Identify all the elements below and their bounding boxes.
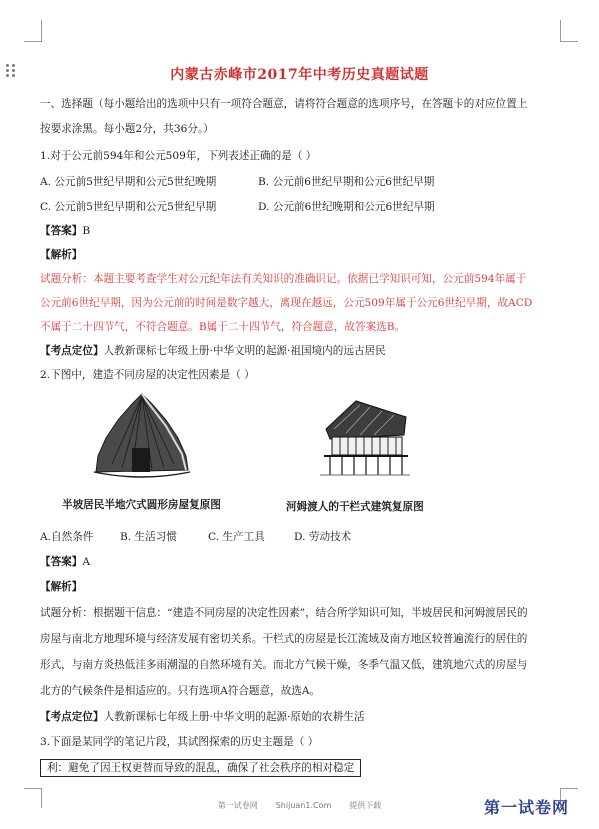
hemudu-stilt-house-illustration	[316, 395, 412, 481]
watermark-logo: 第一试卷网	[484, 798, 570, 817]
q2-analysis-line-3: 形式，与南方炎热低洼多雨潮湿的自然环境有关。而北方气候干燥，冬季气温又低，建筑地穴式的房屋与	[40, 659, 528, 671]
q2-analysis-line-2: 房屋与南北方地理环境与经济发展有密切关系。干栏式的房屋是长江流域及南方地区较普遍流行的居住的	[40, 633, 528, 645]
q1-option-c: C. 公元前5世纪早期和公元5世纪早期	[40, 201, 217, 213]
q1-option-b: B. 公元前6世纪早期和公元6世纪早期	[258, 176, 435, 188]
section-heading-line-2: 按要求涂黑。每小题2分，共36分。）	[40, 123, 214, 135]
q2-analysis-line-4: 北方的气候条件是相适应的。只有选项A符合题意，故选A。	[40, 685, 321, 697]
q2-point-tag: 【考点定位】	[40, 711, 104, 723]
q2-option-d: D. 劳动技术	[294, 531, 352, 543]
q1-analysis-line-1: 试题分析：本题主要考查学生对公元纪年法有关知识的准确识记。依据已学知识可知，公元前594年属于	[40, 273, 527, 285]
footer-site-name: 第一试卷网	[217, 801, 258, 810]
q2-option-a: A.自然条件	[40, 531, 94, 543]
q1-answer	[40, 224, 560, 238]
q1-answer-tag: 【答案】	[40, 225, 83, 237]
q2-caption-left: 半坡居民半地穴式圆形房屋复原图	[62, 499, 221, 511]
q2-answer-value: A	[82, 556, 91, 568]
q1-point	[40, 344, 560, 358]
q2-analysis-line-1: 试题分析：根据题干信息：“建造不同房屋的决定性因素”，结合所学知识可知，半坡居民和河姆渡居民的	[40, 607, 528, 619]
q2-analysis-tag: 【解析】	[40, 581, 83, 593]
q2-point-text: 人教新课标七年级上册·中华文明的起源·原始的农耕生活	[103, 711, 365, 723]
q1-option-d: D. 公元前6世纪晚期和公元6世纪早期	[258, 201, 435, 213]
crop-mark-top-left	[24, 20, 42, 42]
footer-provider: 提供下载	[349, 801, 382, 810]
q1-point-tag: 【考点定位】	[40, 345, 104, 357]
q2-answer-tag: 【答案】	[40, 556, 83, 568]
crop-mark-top-right	[560, 20, 578, 42]
q1-stem: 1.对于公元前594年和公元509年，下列表述正确的是（ ）	[40, 150, 317, 162]
q2-caption-right: 河姆渡人的干栏式建筑复原图	[286, 501, 424, 513]
q1-analysis-line-3: 不属于二十四节气，不符合题意。B属于二十四节气，符合题意，故答案选B。	[40, 321, 406, 333]
footer-site-url[interactable]: Shijuan1.Com	[275, 801, 332, 810]
q1-analysis-tag: 【解析】	[40, 249, 83, 261]
page-title: 内蒙古赤峰市2017年中考历史真题试题	[170, 67, 429, 83]
section-heading-line-1: 一、选择题（每小题给出的选项中只有一项符合题意，请将符合题意的选项序号，在答题卡的对应位置上	[40, 98, 528, 110]
q1-analysis-line-2: 公元前6世纪早期，因为公元前的时间是数字越大，离现在越远，公元509年属于公元6世纪早期，故ACD	[40, 297, 533, 309]
q2-point	[40, 710, 560, 724]
q1-point-text: 人教新课标七年级上册·中华文明的起源·祖国境内的远古居民	[103, 345, 386, 357]
banpo-hut-illustration	[92, 390, 192, 486]
q1-option-a: A. 公元前5世纪早期和公元5世纪晚期	[40, 176, 217, 188]
q2-answer	[40, 555, 560, 569]
q2-option-c: C. 生产工具	[208, 531, 265, 543]
q2-option-b: B. 生活习惯	[120, 531, 177, 543]
q2-stem: 2.下图中，建造不同房屋的决定性因素是（ ）	[40, 369, 255, 381]
q3-stem: 3.下面是某同学的笔记片段，其试图探索的历史主题是（ ）	[40, 736, 319, 748]
q3-note-box: 利：避免了因王权更替而导致的混乱，确保了社会秩序的相对稳定	[40, 759, 361, 777]
q1-answer-value: B	[82, 225, 91, 237]
